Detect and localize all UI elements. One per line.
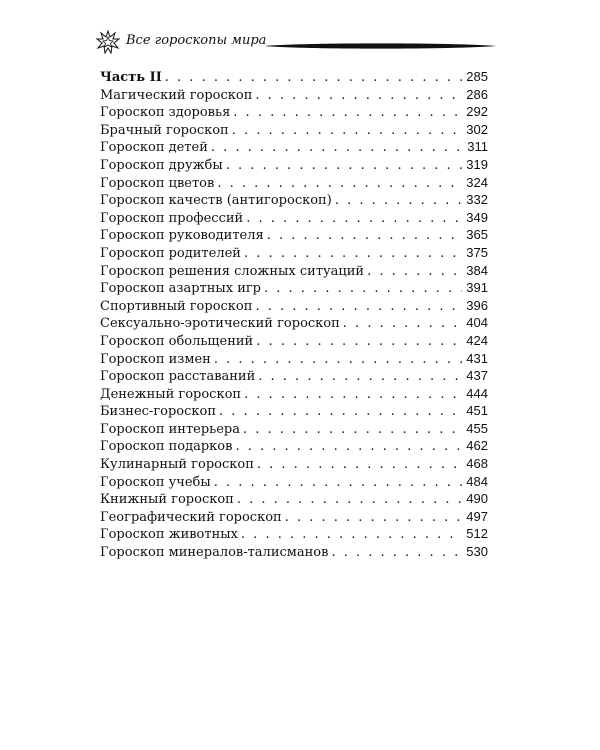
toc-dot-leader [217,175,462,193]
toc-entry [100,332,488,350]
toc-entry-page: 424 [466,332,488,348]
toc-dot-leader [241,526,462,544]
toc-entry-page: 497 [466,508,488,524]
toc-dot-leader [243,421,462,439]
toc-entry-title: Книжный гороскоп [100,492,234,508]
toc-entry [100,156,488,174]
toc-dot-leader [267,227,463,245]
toc-entry [100,385,488,403]
toc-entry-title: Гороскоп цветов [100,175,215,191]
toc-entry [100,262,488,280]
toc-entry-page: 332 [466,192,488,208]
toc-entry [100,121,488,139]
toc-dot-leader [214,351,462,369]
toc-entry-page: 455 [466,420,488,436]
toc-entry [100,103,488,121]
toc-entry [100,367,488,385]
toc-dot-leader [232,122,463,140]
toc-entry-page: 285 [466,69,488,84]
toc-entry [100,525,488,543]
toc-dot-leader [335,192,462,210]
toc-dot-leader [244,245,462,263]
toc-entry-page: 319 [466,156,488,172]
toc-entry-title: Гороскоп минералов-талисманов [100,545,329,561]
toc-entry [100,437,488,455]
toc-entry-title: Гороскоп животных [100,527,238,543]
toc-entry-page: 431 [466,350,488,366]
toc-entry-title: Гороскоп подарков [100,439,233,455]
toc-entry [100,490,488,508]
toc-dot-leader [237,491,462,509]
toc-entry-page: 375 [466,244,488,260]
toc-entry [100,244,488,262]
toc-entry-page: 484 [466,473,488,489]
toc-entry-page: 391 [466,280,488,296]
toc-entry-page: 451 [466,403,488,419]
toc-dot-leader [244,386,462,404]
toc-dot-leader [235,438,462,456]
toc-dot-leader [256,333,462,351]
toc-entry-page: 292 [466,104,488,120]
toc-entry-title: Гороскоп качеств (антигороскоп) [100,193,332,209]
toc-entry-title: Гороскоп азартных игр [100,281,261,297]
toc-dot-leader [258,368,462,386]
toc-entry-page: 396 [466,297,488,313]
toc-entry-title: Магический гороскоп [100,87,253,103]
toc-entry [100,191,488,209]
toc-dot-leader [246,210,462,228]
toc-entry-title: Гороскоп измен [100,351,211,367]
toc-entry-title: Гороскоп здоровья [100,105,231,121]
toc-dot-leader [226,157,463,175]
header-title: Все гороскопы мира [126,33,267,48]
toc-dot-leader [331,544,462,562]
toc-dot-leader [264,280,462,298]
toc-entry-title: Денежный гороскоп [100,386,242,402]
toc-entry [100,314,488,332]
toc-entry [100,226,488,244]
toc-entry-title: Гороскоп интерьера [100,421,240,437]
toc-entry-page: 404 [466,315,488,331]
table-of-contents [100,68,488,561]
toc-entry-title: Кулинарный гороскоп [100,457,254,473]
toc-entry [100,508,488,526]
toc-entry-page: 437 [466,368,488,384]
toc-entry [100,138,488,156]
toc-entry-title: Бизнес-гороскоп [100,404,217,420]
toc-entry [100,543,488,561]
header-rule [264,42,496,50]
toc-dot-leader [343,315,463,333]
toc-entry-title: Гороскоп расставаний [100,369,256,385]
running-header [96,28,496,58]
toc-entry [100,279,488,297]
toc-entry-title: Спортивный гороскоп [100,298,253,314]
toc-entry-page: 365 [466,227,488,243]
toc-entry-page: 311 [467,139,488,155]
toc-dot-leader [255,298,462,316]
toc-entry-page: 512 [466,526,488,542]
toc-entry [100,209,488,227]
toc-entry-title: Гороскоп учебы [100,474,211,490]
toc-dot-leader [219,403,462,421]
toc-entry [100,174,488,192]
toc-entry-title: Гороскоп решения сложных ситуаций [100,263,365,279]
toc-dot-leader [214,474,463,492]
toc-entry [100,86,488,104]
toc-entry-page: 286 [466,86,488,102]
toc-entry-page: 490 [466,491,488,507]
toc-entry-title: Гороскоп детей [100,140,208,156]
toc-entry-title: Часть II [100,70,162,85]
toc-entry [100,402,488,420]
toc-entry-page: 324 [466,174,488,190]
toc-entry-page: 349 [466,209,488,225]
toc-entry-title: Гороскоп дружбы [100,157,223,173]
toc-entry-title: Брачный гороскоп [100,122,229,138]
star-burst-icon [96,30,120,54]
toc-entry [100,455,488,473]
toc-dot-leader [233,104,462,122]
toc-dot-leader [285,509,463,527]
toc-entry-page: 302 [466,121,488,137]
toc-entry [100,350,488,368]
toc-entry [100,420,488,438]
toc-dot-leader [211,139,463,157]
toc-dot-leader [165,69,463,87]
toc-dot-leader [367,263,462,281]
toc-entry-page: 468 [466,456,488,472]
toc-entry-page: 444 [466,385,488,401]
toc-entry-title: Географический гороскоп [100,509,282,525]
toc-part-heading [100,68,488,86]
toc-entry-title: Гороскоп профессий [100,210,244,226]
toc-entry-title: Гороскоп родителей [100,245,241,261]
toc-dot-leader [257,456,462,474]
toc-entry [100,297,488,315]
toc-entry [100,473,488,491]
toc-entry-page: 530 [466,544,488,560]
toc-entry-title: Гороскоп руководителя [100,228,264,244]
toc-dot-leader [255,87,462,105]
toc-entry-page: 384 [466,262,488,278]
toc-entry-page: 462 [466,438,488,454]
toc-entry-title: Гороскоп обольщений [100,333,254,349]
toc-entry-title: Сексуально-эротический гороскоп [100,316,340,332]
